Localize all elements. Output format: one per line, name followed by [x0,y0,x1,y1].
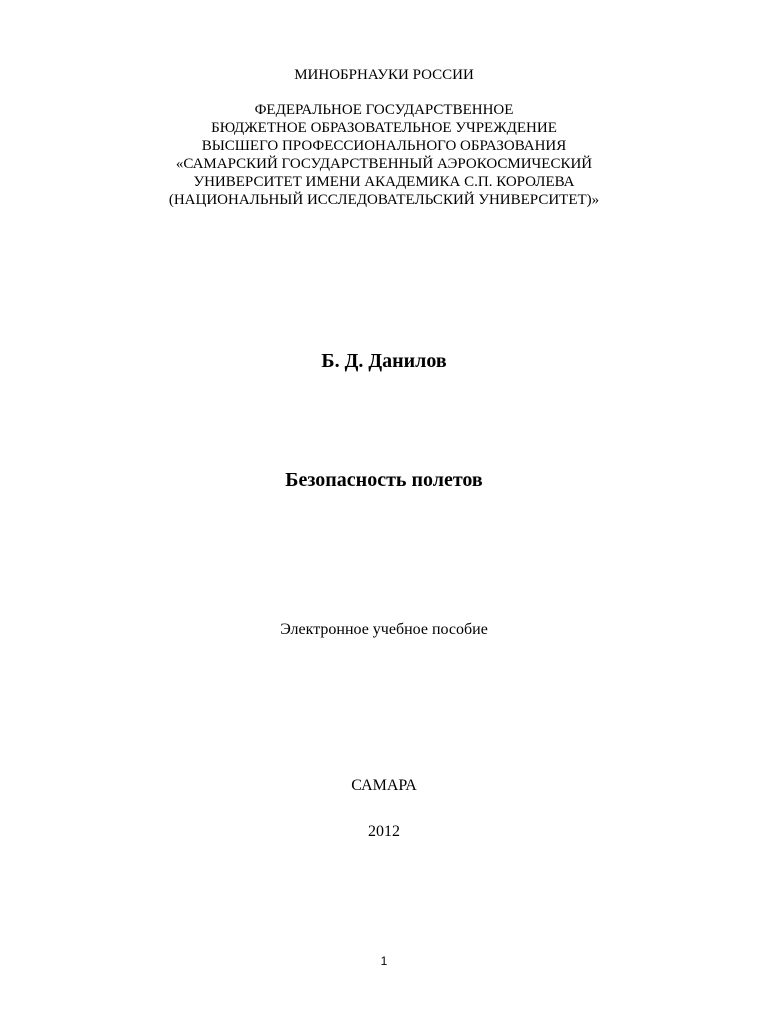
publication-city: САМАРА [351,777,417,794]
ministry-name: МИНОБРНАУКИ РОССИИ [294,67,474,83]
institution-name [0,101,768,209]
author-name: Б. Д. Данилов [321,350,447,372]
institution-line: УНИВЕРСИТЕТ ИМЕНИ АКАДЕМИКА С.П. КОРОЛЕВА [193,174,575,190]
publication-year: 2012 [368,823,400,840]
institution-line: ФЕДЕРАЛЬНОЕ ГОСУДАРСТВЕННОЕ [254,102,514,118]
institution-line: БЮДЖЕТНОЕ ОБРАЗОВАТЕЛЬНОЕ УЧРЕЖДЕНИЕ [211,120,557,136]
document-title: Безопасность полетов [285,469,483,491]
institution-line: ВЫСШЕГО ПРОФЕССИОНАЛЬНОГО ОБРАЗОВАНИЯ [201,138,567,154]
institution-line: «САМАРСКИЙ ГОСУДАРСТВЕННЫЙ АЭРОКОСМИЧЕСКИЙ [175,156,593,172]
institution-line: (НАЦИОНАЛЬНЫЙ ИССЛЕДОВАТЕЛЬСКИЙ УНИВЕРСИТЕТ)» [168,192,600,208]
document-subtitle: Электронное учебное пособие [280,621,488,638]
page-number: 1 [380,954,388,968]
